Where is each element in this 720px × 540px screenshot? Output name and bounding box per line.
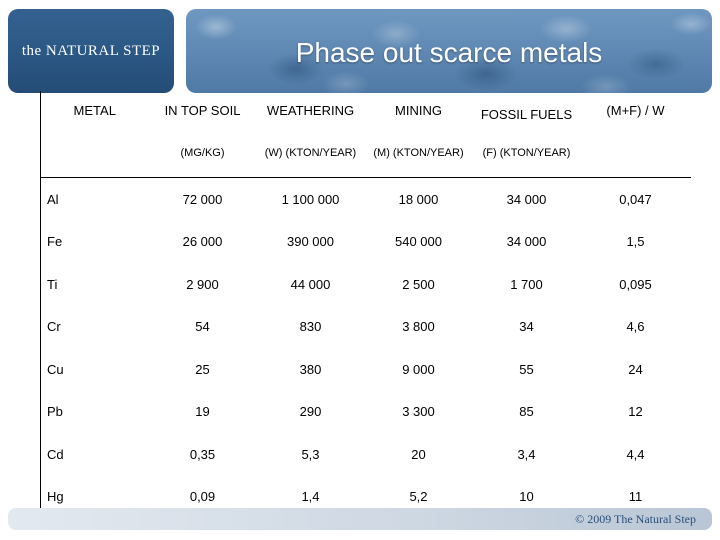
cell-ratio: 4,6 bbox=[626, 319, 645, 335]
cell-fossil-fuels: 10 bbox=[473, 476, 581, 519]
cell-fossil-fuels: 3,4 bbox=[517, 446, 536, 462]
cell-mining: 18 000 bbox=[398, 191, 439, 207]
cell-mining: 3 300 bbox=[402, 404, 435, 420]
cell-weathering: 44 000 bbox=[290, 276, 331, 292]
cell-metal: Hg bbox=[41, 476, 149, 519]
brand-logo-text: the NATURAL STEP bbox=[21, 42, 161, 59]
cell-weathering: 1,4 bbox=[257, 476, 365, 519]
cell-fossil-fuels: 34 000 bbox=[506, 234, 547, 250]
cell-fossil-fuels: 34 000 bbox=[506, 191, 547, 207]
table-row bbox=[41, 348, 691, 391]
footer-bar bbox=[8, 508, 712, 530]
cell-top-soil: 19 bbox=[195, 404, 210, 420]
cell-ratio: 1,5 bbox=[626, 234, 645, 250]
cell-weathering: 390 000 bbox=[287, 234, 334, 250]
cell-fossil-fuels: 34 bbox=[519, 319, 534, 335]
table-body bbox=[41, 178, 691, 519]
cell-mining: 20 bbox=[411, 446, 426, 462]
cell-metal: Cr bbox=[47, 319, 61, 335]
brand-logo bbox=[8, 9, 174, 93]
cell-weathering: 290 bbox=[299, 404, 322, 420]
column-header-ratio: (M+F) / W bbox=[606, 102, 665, 118]
cell-fossil-fuels: 1 700 bbox=[510, 276, 543, 292]
header-row bbox=[41, 91, 691, 129]
metals-table bbox=[40, 91, 691, 519]
cell-top-soil: 2 900 bbox=[186, 276, 219, 292]
column-header-metal: METAL bbox=[73, 102, 116, 118]
cell-metal: Ti bbox=[47, 276, 58, 292]
unit-ratio bbox=[581, 129, 691, 178]
table-row bbox=[41, 178, 691, 221]
cell-ratio: 24 bbox=[628, 361, 643, 377]
cell-weathering: 5,3 bbox=[301, 446, 320, 462]
cell-top-soil: 0,35 bbox=[189, 446, 216, 462]
header-banner bbox=[186, 9, 712, 93]
copyright-text: © 2009 The Natural Step bbox=[575, 512, 696, 526]
cell-fossil-fuels: 55 bbox=[519, 361, 534, 377]
cell-mining: 540 000 bbox=[395, 234, 442, 250]
cell-metal: Fe bbox=[47, 234, 63, 250]
cell-mining: 2 500 bbox=[402, 276, 435, 292]
cell-mining: 9 000 bbox=[402, 361, 435, 377]
column-header-top-soil: IN TOP SOIL bbox=[164, 102, 241, 118]
cell-fossil-fuels: 85 bbox=[519, 404, 534, 420]
unit-weathering: (W) (KTON/YEAR) bbox=[257, 129, 365, 178]
cell-top-soil: 26 000 bbox=[182, 234, 223, 250]
cell-metal: Cu bbox=[47, 361, 64, 377]
table-row bbox=[41, 263, 691, 306]
cell-metal: Al bbox=[47, 191, 59, 207]
column-header-weathering: WEATHERING bbox=[266, 102, 355, 118]
unit-top-soil: (MG/KG) bbox=[149, 129, 257, 178]
cell-top-soil: 54 bbox=[195, 319, 210, 335]
cell-weathering: 1 100 000 bbox=[281, 191, 340, 207]
unit-mining: (M) (KTON/YEAR) bbox=[365, 129, 473, 178]
cell-ratio: 0,095 bbox=[619, 276, 652, 292]
cell-weathering: 830 bbox=[299, 319, 322, 335]
cell-mining: 3 800 bbox=[402, 319, 435, 335]
cell-mining: 5,2 bbox=[365, 476, 473, 519]
cell-ratio: 0,047 bbox=[619, 191, 652, 207]
cell-ratio: 4,4 bbox=[626, 446, 645, 462]
cell-top-soil: 0,09 bbox=[149, 476, 257, 519]
cell-metal: Cd bbox=[47, 446, 64, 462]
cell-ratio: 11 bbox=[581, 476, 691, 519]
column-header-mining: MINING bbox=[395, 102, 442, 118]
cell-top-soil: 72 000 bbox=[182, 191, 223, 207]
slide-title: Phase out scarce metals bbox=[295, 37, 603, 68]
cell-ratio: 12 bbox=[628, 404, 643, 420]
unit-fossil-fuels: (F) (KTON/YEAR) bbox=[473, 129, 581, 178]
unit-metal bbox=[41, 129, 149, 178]
table-row bbox=[41, 391, 691, 434]
cell-top-soil: 25 bbox=[195, 361, 210, 377]
table-row bbox=[41, 221, 691, 264]
table-row bbox=[41, 306, 691, 349]
cell-metal: Pb bbox=[47, 404, 63, 420]
column-header-fossil-fuels: FOSSIL FUELS bbox=[480, 106, 573, 122]
cell-weathering: 380 bbox=[299, 361, 322, 377]
units-row bbox=[41, 129, 691, 178]
table-row bbox=[41, 433, 691, 476]
